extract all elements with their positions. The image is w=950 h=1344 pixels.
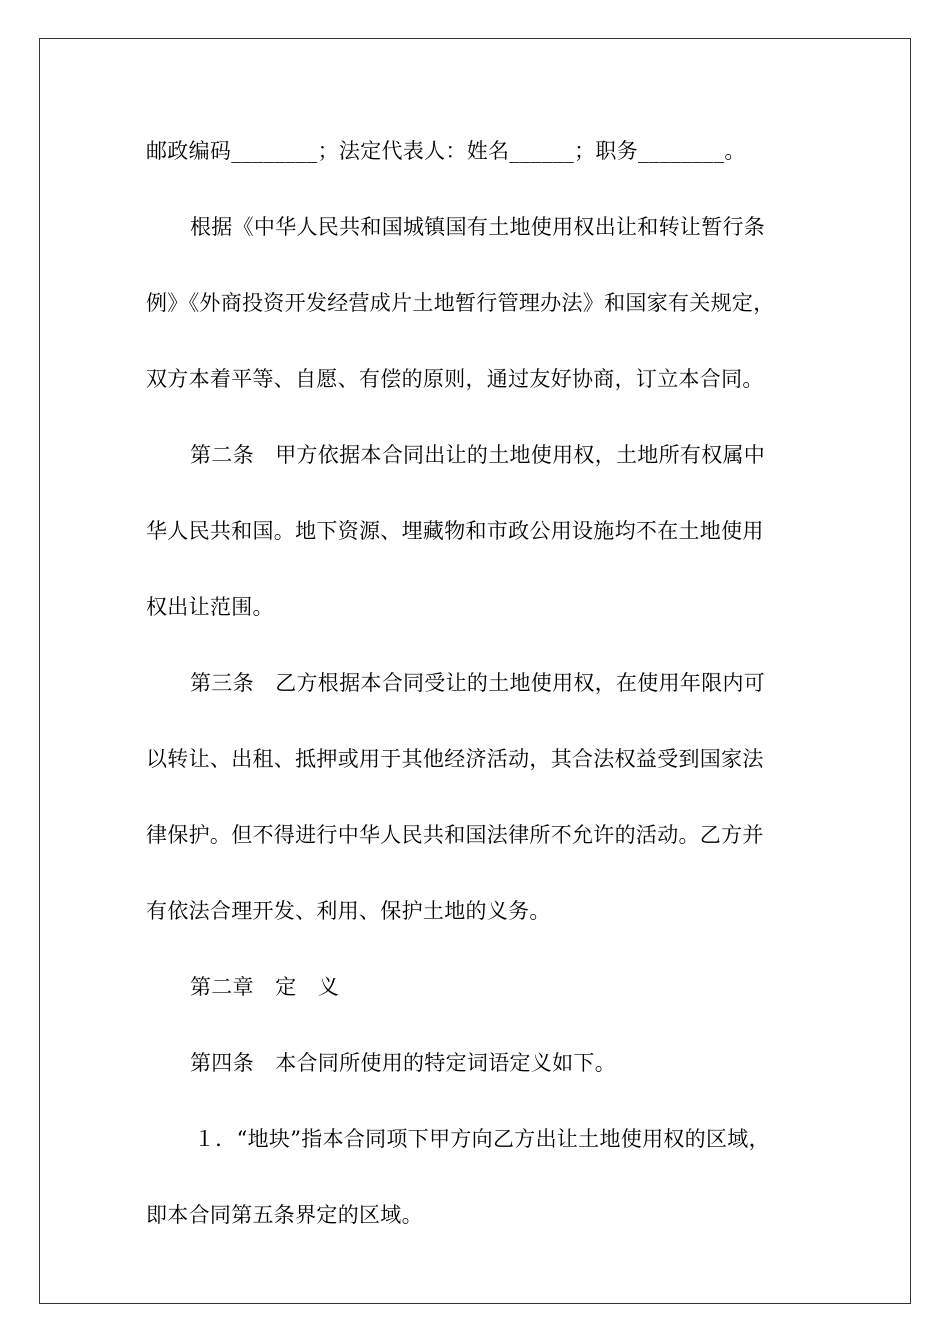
text-line-article-3-end: 有依法合理开发、利用、保护土地的义务。 — [146, 899, 551, 923]
text-line-article-2: 第二条 甲方依据本合同出让的土地使用权，土地所有权属中 — [190, 443, 766, 467]
text-line-article-3: 第三条 乙方根据本合同受让的土地使用权，在使用年限内可 — [190, 671, 766, 695]
text-line-article-3-cont: 以转让、出租、抵押或用于其他经济活动，其合法权益受到国家法 — [146, 747, 764, 771]
text-line-article-2-end: 权出让范围。 — [146, 595, 274, 619]
text-line-article-2-cont: 华人民共和国。地下资源、埋藏物和市政公用设施均不在土地使用 — [146, 519, 764, 543]
text-line-definition-1: １．“地块”指本合同项下甲方向乙方出让土地使用权的区域， — [194, 1127, 770, 1151]
text-line-article-4: 第四条 本合同所使用的特定词语定义如下。 — [190, 1051, 616, 1075]
document-body — [146, 128, 811, 1268]
text-line-legal-basis: 根据《中华人民共和国城镇国有土地使用权出让和转让暂行条 — [190, 215, 766, 239]
text-line-postal-code: 邮政编码________；法定代表人：姓名______；职务________。 — [146, 139, 746, 163]
text-line-definition-1-end: 即本合同第五条界定的区域。 — [146, 1203, 423, 1227]
text-line-article-3-cont2: 律保护。但不得进行中华人民共和国法律所不允许的活动。乙方并 — [146, 823, 764, 847]
text-line-principles: 双方本着平等、自愿、有偿的原则，通过友好协商，订立本合同。 — [146, 367, 764, 391]
text-line-legal-basis-cont: 例》《外商投资开发经营成片土地暂行管理办法》和国家有关规定， — [146, 291, 775, 315]
chapter-2-heading: 第二章 定 义 — [190, 975, 340, 999]
